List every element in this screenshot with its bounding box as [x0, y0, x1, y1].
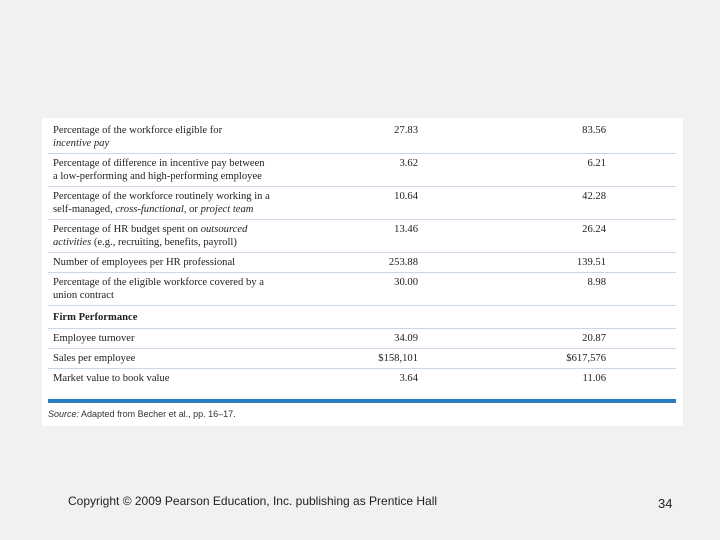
hr-practices-table	[48, 121, 676, 388]
row-label: Employee turnover	[48, 329, 308, 349]
row-label: Market value to book value	[53, 373, 170, 384]
row-label: Percentage of HR budget spent on outsourced activities (e.g., recruiting, benefits, payroll)	[48, 220, 308, 253]
value-low: 10.64	[308, 187, 418, 220]
table-row	[48, 121, 676, 154]
row-label: Percentage of difference in incentive pay between a low-performing and high-performing employee	[48, 154, 308, 187]
value-low: $158,101	[308, 349, 418, 369]
copyright-footer: Copyright © 2009 Pearson Education, Inc. publishing as Prentice Hall	[68, 494, 438, 508]
source-label: Source:	[48, 409, 80, 419]
value-high: 6.21	[418, 154, 606, 187]
table-row	[48, 349, 676, 369]
section-header-row	[48, 306, 676, 329]
table-panel	[42, 118, 683, 426]
value-high: 20.87	[418, 329, 606, 349]
value-low: 34.09	[308, 329, 418, 349]
value-low: 3.64	[399, 373, 418, 384]
value-high: 139.51	[418, 253, 606, 273]
value-high: 8.98	[418, 273, 606, 306]
row-label: Percentage of the workforce eligible for incentive pay	[48, 121, 308, 154]
value-low: 3.62	[308, 154, 418, 187]
value-high: 11.06	[582, 373, 606, 384]
value-high: 26.24	[418, 220, 606, 253]
page-number: 34	[658, 496, 673, 511]
row-label: Percentage of the workforce routinely working in a self-managed, cross-functional, or project team	[48, 187, 308, 220]
table-row	[48, 220, 676, 253]
table-row	[48, 154, 676, 187]
value-high: 42.28	[418, 187, 606, 220]
table-row	[48, 329, 676, 349]
value-low: 30.00	[308, 273, 418, 306]
table-row	[48, 187, 676, 220]
table-row	[48, 253, 676, 273]
row-label: Number of employees per HR professional	[48, 253, 308, 273]
table-row	[48, 273, 676, 306]
row-label: Percentage of the eligible workforce covered by a union contract	[48, 273, 308, 306]
table-bottom-rule	[48, 399, 676, 403]
source-note	[48, 409, 236, 419]
value-high: 83.56	[418, 121, 606, 154]
value-low: 27.83	[308, 121, 418, 154]
value-high: $617,576	[418, 349, 606, 369]
value-low: 13.46	[308, 220, 418, 253]
section-title: Firm Performance	[48, 306, 676, 329]
value-low: 253.88	[308, 253, 418, 273]
source-text: Adapted from Becher et al., pp. 16–17.	[79, 409, 236, 419]
table-row	[48, 369, 676, 389]
row-label: Sales per employee	[48, 349, 308, 369]
